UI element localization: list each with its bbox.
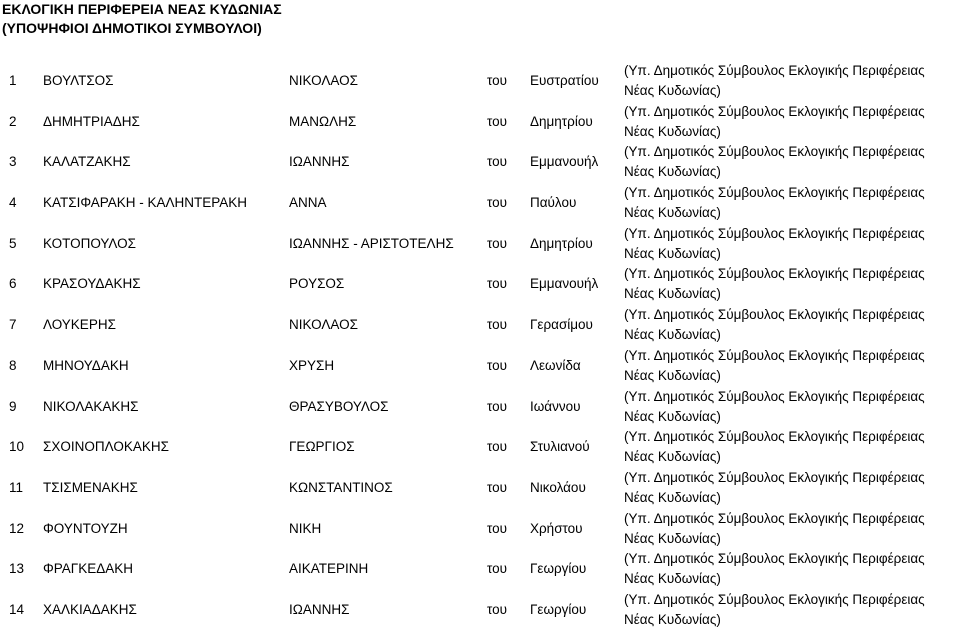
candidate-father-name: Χρήστου [530,520,583,536]
candidate-role [624,264,959,304]
candidate-surname: ΝΙΚΟΛΑΚΑΚΗΣ [43,398,139,414]
candidate-surname: ΔΗΜΗΤΡΙΑΔΗΣ [43,113,140,129]
candidate-role [624,509,959,549]
candidate-first-name: ΑΝΝΑ [289,195,327,211]
candidate-number: 5 [9,235,17,251]
candidate-number: 2 [9,113,17,129]
candidate-tou: του [487,439,508,455]
candidate-role [624,549,959,589]
candidate-role-line2: Νέας Κυδωνίας) [624,408,721,424]
candidate-surname: ΛΟΥΚΕΡΗΣ [43,317,116,333]
candidate-role-line1: (Υπ. Δημοτικός Σύμβουλος Εκλογικής Περιφέρειας [624,388,925,404]
candidate-first-name: ΝΙΚΗ [289,520,322,536]
candidate-role-line1: (Υπ. Δημοτικός Σύμβουλος Εκλογικής Περιφέρειας [624,429,925,445]
candidate-role-line2: Νέας Κυδωνίας) [624,449,721,465]
header-title: ΕΚΛΟΓΙΚΗ ΠΕΡΙΦΕΡΕΙΑ ΝΕΑΣ ΚΥΔΩΝΙΑΣ [2,1,282,17]
candidate-tou: του [487,235,508,251]
candidate-role [624,102,959,142]
candidate-surname: ΚΑΤΣΙΦΑΡΑΚΗ - ΚΑΛΗΝΤΕΡΑΚΗ [43,195,248,211]
candidate-role [624,346,959,386]
candidate-role [624,183,959,223]
candidate-number: 3 [9,154,17,170]
candidate-surname: ΚΟΤΟΠΟΥΛΟΣ [43,235,136,251]
candidate-number: 8 [9,357,17,373]
candidate-role-line2: Νέας Κυδωνίας) [624,205,721,221]
candidate-role-line1: (Υπ. Δημοτικός Σύμβουλος Εκλογικής Περιφέρειας [624,510,925,526]
candidate-surname: ΚΡΑΣΟΥΔΑΚΗΣ [43,276,141,292]
candidate-tou: του [487,73,508,88]
candidate-number: 7 [9,317,17,333]
candidate-number: 6 [9,276,17,292]
candidate-role-line1: (Υπ. Δημοτικός Σύμβουλος Εκλογικής Περιφέρειας [624,63,925,78]
candidate-row [0,142,959,183]
candidate-role [624,468,959,508]
candidate-first-name: ΓΕΩΡΓΙΟΣ [289,439,355,455]
candidate-role [624,61,959,101]
candidate-father-name: Εμμανουήλ [530,276,599,292]
candidate-tou: του [487,113,508,129]
candidate-number: 13 [9,561,25,577]
candidate-father-name: Ευστρατίου [530,73,599,88]
candidate-role [624,427,959,467]
candidate-row [0,509,959,550]
candidate-tou: του [487,479,508,495]
candidate-role [624,224,959,264]
candidate-father-name: Νικολάου [530,479,586,495]
candidate-first-name: ΜΑΝΩΛΗΣ [289,113,357,129]
candidate-role-line2: Νέας Κυδωνίας) [624,571,721,587]
candidate-row [0,387,959,428]
candidate-tou: του [487,276,508,292]
candidate-row [0,549,959,590]
candidate-role [624,305,959,345]
candidate-row [0,468,959,509]
candidate-role-line1: (Υπ. Δημοτικός Σύμβουλος Εκλογικής Περιφέρειας [624,185,925,201]
candidate-row [0,427,959,468]
candidate-first-name: ΑΙΚΑΤΕΡΙΝΗ [289,561,369,577]
candidate-surname: ΒΟΥΛΤΣΟΣ [43,73,114,88]
candidate-role-line2: Νέας Κυδωνίας) [624,83,721,98]
candidate-first-name: ΘΡΑΣΥΒΟΥΛΟΣ [289,398,389,414]
candidate-father-name: Γεωργίου [530,561,587,577]
candidate-first-name: ΡΟΥΣΟΣ [289,276,345,292]
candidate-father-name: Δημητρίου [530,113,593,129]
candidate-role-line1: (Υπ. Δημοτικός Σύμβουλος Εκλογικής Περιφέρειας [624,225,925,241]
candidate-row [0,346,959,387]
document-header [2,0,282,38]
candidate-role-line1: (Υπ. Δημοτικός Σύμβουλος Εκλογικής Περιφέρειας [624,591,925,607]
candidate-tou: του [487,398,508,414]
candidate-father-name: Λεωνίδα [530,357,581,373]
candidate-row [0,61,959,102]
candidate-role-line2: Νέας Κυδωνίας) [624,611,721,627]
candidate-tou: του [487,317,508,333]
candidate-tou: του [487,561,508,577]
candidate-role [624,142,959,182]
candidate-tou: του [487,520,508,536]
candidate-surname: ΚΑΛΑΤΖΑΚΗΣ [43,154,131,170]
candidate-role-line1: (Υπ. Δημοτικός Σύμβουλος Εκλογικής Περιφέρειας [624,266,925,282]
candidate-row [0,102,959,143]
candidate-tou: του [487,601,508,617]
candidate-role-line1: (Υπ. Δημοτικός Σύμβουλος Εκλογικής Περιφέρειας [624,307,925,323]
candidate-role-line2: Νέας Κυδωνίας) [624,530,721,546]
candidate-surname: ΦΡΑΓΚΕΔΑΚΗ [43,561,133,577]
candidate-surname: ΤΣΙΣΜΕΝΑΚΗΣ [43,479,138,495]
candidate-first-name: ΚΩΝΣΤΑΝΤΙΝΟΣ [289,479,393,495]
candidate-role-line2: Νέας Κυδωνίας) [624,164,721,180]
candidate-number: 11 [9,479,24,495]
candidate-father-name: Παύλου [530,195,577,211]
candidate-role-line2: Νέας Κυδωνίας) [624,367,721,383]
candidate-number: 10 [9,439,25,455]
candidate-role-line2: Νέας Κυδωνίας) [624,327,721,343]
candidate-row [0,183,959,224]
candidate-first-name: ΙΩΑΝΝΗΣ [289,601,350,617]
candidate-tou: του [487,195,508,211]
candidate-role-line2: Νέας Κυδωνίας) [624,286,721,302]
candidate-surname: ΣΧΟΙΝΟΠΛΟΚΑΚΗΣ [43,439,169,455]
candidate-role-line1: (Υπ. Δημοτικός Σύμβουλος Εκλογικής Περιφέρειας [624,347,925,363]
candidate-role-line1: (Υπ. Δημοτικός Σύμβουλος Εκλογικής Περιφέρειας [624,551,925,567]
candidate-first-name: ΝΙΚΟΛΑΟΣ [289,317,358,333]
candidate-father-name: Εμμανουήλ [530,154,599,170]
candidate-role [624,387,959,427]
candidate-father-name: Γεωργίου [530,601,587,617]
candidate-role-line1: (Υπ. Δημοτικός Σύμβουλος Εκλογικής Περιφέρειας [624,103,925,119]
candidate-father-name: Δημητρίου [530,235,593,251]
candidate-surname: ΧΑΛΚΙΑΔΑΚΗΣ [43,601,137,617]
candidate-role-line2: Νέας Κυδωνίας) [624,245,721,261]
candidate-first-name: ΧΡΥΣΗ [289,357,335,373]
candidate-first-name: ΙΩΑΝΝΗΣ - ΑΡΙΣΤΟΤΕΛΗΣ [289,235,454,251]
candidate-first-name: ΙΩΑΝΝΗΣ [289,154,350,170]
candidate-list [0,61,959,631]
candidate-role-line1: (Υπ. Δημοτικός Σύμβουλος Εκλογικής Περιφέρειας [624,469,925,485]
candidate-number: 12 [9,520,25,536]
candidate-number: 4 [9,195,17,211]
candidate-tou: του [487,154,508,170]
candidate-role-line2: Νέας Κυδωνίας) [624,489,721,505]
candidate-father-name: Στυλιανού [530,439,590,455]
header-subtitle: (ΥΠΟΨΗΦΙΟΙ ΔΗΜΟΤΙΚΟΙ ΣΥΜΒΟΥΛΟΙ) [2,20,262,36]
candidate-father-name: Γερασίμου [530,317,593,333]
candidate-number: 1 [9,73,17,88]
candidate-row [0,224,959,265]
candidate-role-line1: (Υπ. Δημοτικός Σύμβουλος Εκλογικής Περιφέρειας [624,144,925,160]
candidate-surname: ΜΗΝΟΥΔΑΚΗ [43,357,129,373]
candidate-number: 14 [9,601,25,617]
candidate-father-name: Ιωάννου [530,398,581,414]
candidate-tou: του [487,357,508,373]
candidate-surname: ΦΟΥΝΤΟΥΖΗ [43,520,128,536]
candidate-row [0,305,959,346]
candidate-row [0,264,959,305]
candidate-number: 9 [9,398,17,414]
candidate-first-name: ΝΙΚΟΛΑΟΣ [289,73,358,88]
candidate-row [0,590,959,631]
candidate-role-line2: Νέας Κυδωνίας) [624,123,721,139]
